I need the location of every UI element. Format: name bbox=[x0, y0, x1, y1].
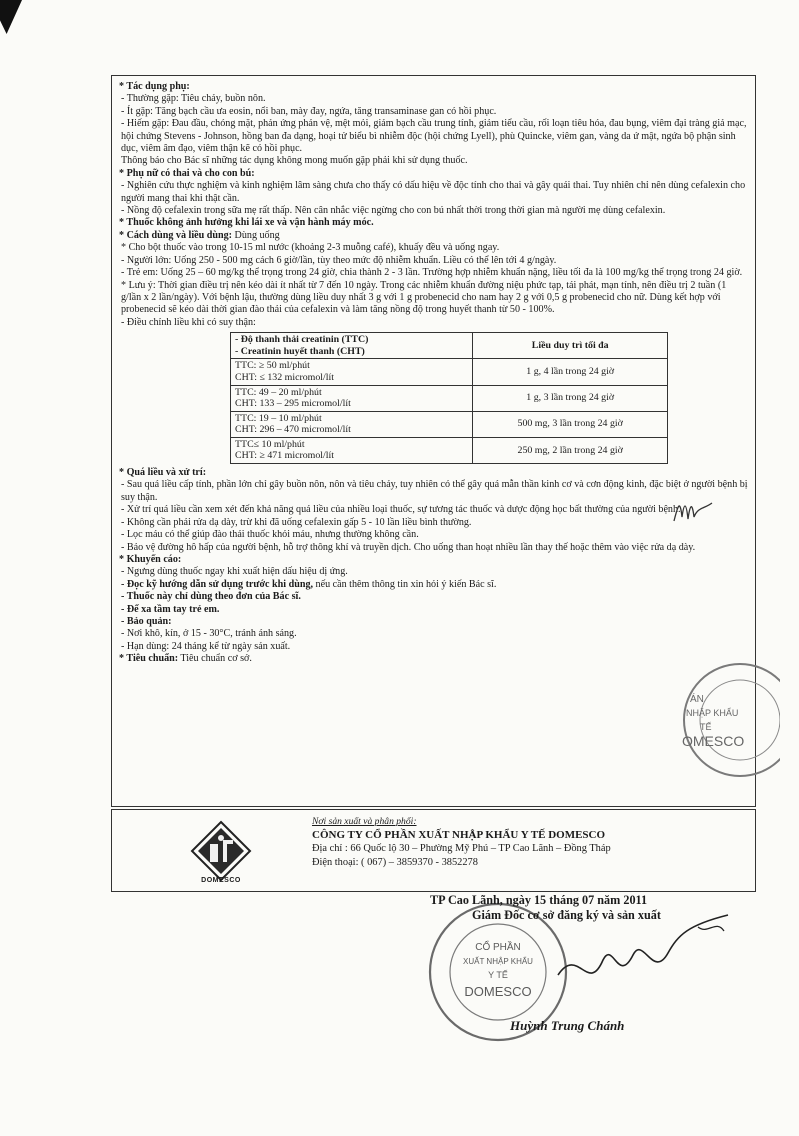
company-name: CÔNG TY CỔ PHẦN XUẤT NHẬP KHẨU Y TẾ DOMESCO bbox=[312, 828, 606, 841]
ttc-value: TTC: ≥ 50 ml/phút bbox=[235, 360, 310, 372]
table-header-cell bbox=[231, 333, 473, 359]
warning-read-instructions: - Đọc kỹ hướng dẫn sử dụng trước khi dùng, bbox=[121, 578, 314, 590]
manufacturer-box bbox=[111, 809, 756, 892]
table-cell bbox=[231, 385, 473, 411]
warning-line bbox=[119, 579, 748, 591]
storage-line: - Nơi khô, kín, ở 15 - 30°C, tránh ánh sáng. bbox=[121, 628, 297, 640]
table-cell bbox=[231, 411, 473, 437]
initials-signature-icon bbox=[670, 495, 716, 525]
svg-text:ÁN: ÁN bbox=[690, 694, 704, 705]
storage-line: - Hạn dùng: 24 tháng kể từ ngày sản xuất. bbox=[121, 640, 291, 652]
table-cell bbox=[231, 359, 473, 385]
dose-value: 500 mg, 3 lần trong 24 giờ bbox=[473, 411, 668, 437]
dosage-line: * Cho bột thuốc vào trong 10-15 ml nước (khoảng 2-3 muỗng café), khuấy đều và uống ngay. bbox=[121, 242, 500, 254]
logo-text: DOMESCO bbox=[201, 877, 241, 884]
sign-date: TP Cao Lãnh, ngày 15 tháng 07 năm 2011 bbox=[430, 893, 648, 907]
pregnancy-line: - Nồng độ cefalexin trong sữa mẹ rất thấp. Nên cân nhắc việc ngừng cho con bú nhất thời trong thời gian mà người mẹ dùng cefalexin. bbox=[121, 205, 666, 217]
sign-role: Giám Đốc cơ sở đăng ký và sản xuất bbox=[472, 908, 661, 922]
side-effects-line: - Ít gặp: Tăng bạch cầu ưa eosin, nổi ban, mày đay, ngứa, tăng transaminase gan có hồi phục. bbox=[121, 105, 497, 117]
warnings-heading: * Khuyến cáo: bbox=[119, 553, 182, 565]
warning-line: - Để xa tầm tay trẻ em. bbox=[121, 603, 220, 615]
dosage-line: - Điều chỉnh liều khi có suy thận: bbox=[121, 316, 256, 328]
table-row bbox=[231, 411, 668, 437]
dose-value: 1 g, 4 lần trong 24 giờ bbox=[473, 359, 668, 385]
director-signature-icon bbox=[548, 905, 758, 1015]
partial-stamp-icon bbox=[660, 650, 780, 780]
dosage-heading-rest: Dùng uống bbox=[232, 229, 280, 241]
overdose-line: - Không cần phải rửa dạ dày, trừ khi đã uống cefalexin gấp 5 - 10 lần liều bình thường. bbox=[121, 516, 472, 528]
scan-corner-mark bbox=[0, 0, 22, 34]
dosage-heading: * Cách dùng và liều dùng: bbox=[119, 229, 233, 241]
standard-rest: Tiêu chuẩn cơ sở. bbox=[178, 653, 252, 665]
company-address: Địa chỉ : 66 Quốc lộ 30 – Phường Mỹ Phú – TP Cao Lãnh – Đồng Tháp bbox=[312, 843, 611, 854]
dosage-line: - Người lớn: Uống 250 - 500 mg cách 6 giờ/lần, tùy theo mức độ nhiễm khuẩn. Liều có thể lên tới 4 g/ngày. bbox=[121, 254, 557, 266]
svg-text:OMESCO: OMESCO bbox=[682, 733, 745, 749]
table-header-dose: Liều duy trì tối đa bbox=[473, 333, 668, 359]
table-header-cht: - Creatinin huyết thanh (CHT) bbox=[235, 345, 365, 357]
table-header-row bbox=[231, 333, 668, 359]
svg-text:NHẬP KHẨU: NHẬP KHẨU bbox=[686, 708, 739, 718]
stamp-top: CỔ PHẦN bbox=[475, 942, 521, 953]
overdose-line: - Lọc máu có thể giúp đào thải thuốc khỏi máu, nhưng thường không cần. bbox=[121, 529, 419, 541]
signer-name: Huỳnh Trung Chánh bbox=[510, 1018, 625, 1033]
svg-text:TẾ: TẾ bbox=[700, 722, 712, 732]
pregnancy-heading: * Phụ nữ có thai và cho con bú: bbox=[119, 167, 255, 179]
cht-value: CHT: 296 – 470 micromol/lít bbox=[235, 424, 351, 436]
domesco-logo-icon bbox=[190, 820, 252, 882]
side-effects-line: - Thường gặp: Tiêu chảy, buồn nôn. bbox=[121, 93, 266, 105]
side-effects-line: - Hiếm gặp: Đau đầu, chóng mặt, phản ứng phản vệ, mệt mỏi, giảm bạch cầu trung tính, giảm tiểu cầu, rối loạn tiêu hóa, đau bụng, viêm đại tràng giả mạc, hội chứng Stevens - Johnson, hồng ban đa dạng, hoại tử biểu bì nhiễm độc (hội chứng Lyell), phù Quincke, viêm gan, vàng da ứ mật, ngứa bộ phận sinh dục, viêm âm đạo, viêm thận kẽ có hồi phục. bbox=[121, 118, 747, 155]
table-cell bbox=[231, 437, 473, 463]
ttc-value: TTC≤ 10 ml/phút bbox=[235, 438, 305, 450]
dosage-heading-line bbox=[119, 230, 748, 242]
standard-line bbox=[119, 653, 748, 665]
table-row bbox=[231, 437, 668, 463]
ttc-value: TTC: 19 – 10 ml/phút bbox=[235, 412, 322, 424]
company-info bbox=[312, 815, 611, 869]
overdose-line: - Sau quá liều cấp tính, phần lớn chỉ gây buồn nôn, nôn và tiêu chảy, tuy nhiên có thể gây quá mẫn thần kinh cơ và cơn động kinh, đặc biệt ở người bệnh bị suy thận. bbox=[121, 479, 748, 503]
cht-value: CHT: ≥ 471 micromol/lít bbox=[235, 450, 335, 462]
table-header-ttc: - Độ thanh thải creatinin (TTC) bbox=[235, 334, 369, 346]
side-effects-heading: * Tác dụng phụ: bbox=[119, 81, 190, 92]
stamp-yte: Y TẾ bbox=[488, 970, 508, 980]
dose-value: 250 mg, 2 lần trong 24 giờ bbox=[473, 437, 668, 463]
dosage-line: * Lưu ý: Thời gian điều trị nên kéo dài ít nhất từ 7 đến 10 ngày. Trong các nhiễm khuẩn đường niệu phức tạp, tái phát, mạn tính, nên điều trị 2 tuần (1 g/lần x 2 lần/ngày). Với bệnh lậu, thường dùng liều duy nhất 3 g với 1 g probenecid cho nam hay 2 g với 0,5 g probenecid cho nữ. Dùng kết hợp với probenecid sẽ kéo dài thời gian đào thải của cefalexin và làm tăng nồng độ trong huyết thanh từ 50 - 100%. bbox=[121, 279, 727, 316]
stamp-mid: XUẤT NHẬP KHẨU bbox=[463, 957, 533, 966]
manufacturer-label: Nơi sản xuất và phân phối: bbox=[312, 816, 417, 827]
overdose-heading: * Quá liều và xử trí: bbox=[119, 467, 207, 479]
standard-heading: * Tiêu chuẩn: bbox=[119, 653, 179, 665]
overdose-line: - Xử trí quá liều cần xem xét đến khả năng quá liều của nhiều loại thuốc, sự tương tác thuốc và dược động học bất thường của người bệnh. bbox=[121, 504, 681, 516]
dosage-line: - Trẻ em: Uống 25 – 60 mg/kg thể trọng trong 24 giờ, chia thành 2 - 3 lần. Trường hợp nhiễm khuẩn nặng, liều tối đa là 100 mg/kg thể trọng trong 24 giờ. bbox=[121, 267, 743, 279]
side-effects-line: Thông báo cho Bác sĩ những tác dụng không mong muốn gặp phải khi sử dụng thuốc. bbox=[121, 155, 468, 167]
company-phone: Điện thoại: ( 067) – 3859370 - 3852278 bbox=[312, 856, 478, 868]
table-row bbox=[231, 385, 668, 411]
ttc-value: TTC: 49 – 20 ml/phút bbox=[235, 386, 322, 398]
driving-heading: * Thuốc không ảnh hưởng khi lái xe và vận hành máy móc. bbox=[119, 217, 374, 229]
storage-heading: - Bảo quản: bbox=[121, 615, 172, 627]
cht-value: CHT: 133 – 295 micromol/lít bbox=[235, 398, 351, 410]
pregnancy-line: - Nghiên cứu thực nghiệm và kinh nghiệm lâm sàng chưa cho thấy có dấu hiệu về độc tính cho thai và gây quái thai. Tuy nhiên chỉ nên dùng cefalexin cho người mang thai khi thật cần. bbox=[121, 180, 746, 204]
warning-line: - Thuốc này chỉ dùng theo đơn của Bác sĩ. bbox=[121, 591, 301, 603]
renal-dose-table bbox=[230, 332, 668, 464]
overdose-line: - Bảo vệ đường hô hấp của người bệnh, hỗ trợ thông khí và truyền dịch. Cho uống than hoạt nhiều lần thay thế hoặc thêm vào việc rửa dạ dày. bbox=[121, 541, 696, 553]
cht-value: CHT: ≤ 132 micromol/lít bbox=[235, 371, 335, 383]
stamp-name: DOMESCO bbox=[464, 984, 532, 999]
warning-read-rest: nếu cần thêm thông tin xin hỏi ý kiến Bác sĩ. bbox=[313, 578, 497, 590]
dose-value: 1 g, 3 lần trong 24 giờ bbox=[473, 385, 668, 411]
table-row bbox=[231, 359, 668, 385]
warning-line: - Ngưng dùng thuốc ngay khi xuất hiện dấu hiệu dị ứng. bbox=[121, 566, 348, 578]
